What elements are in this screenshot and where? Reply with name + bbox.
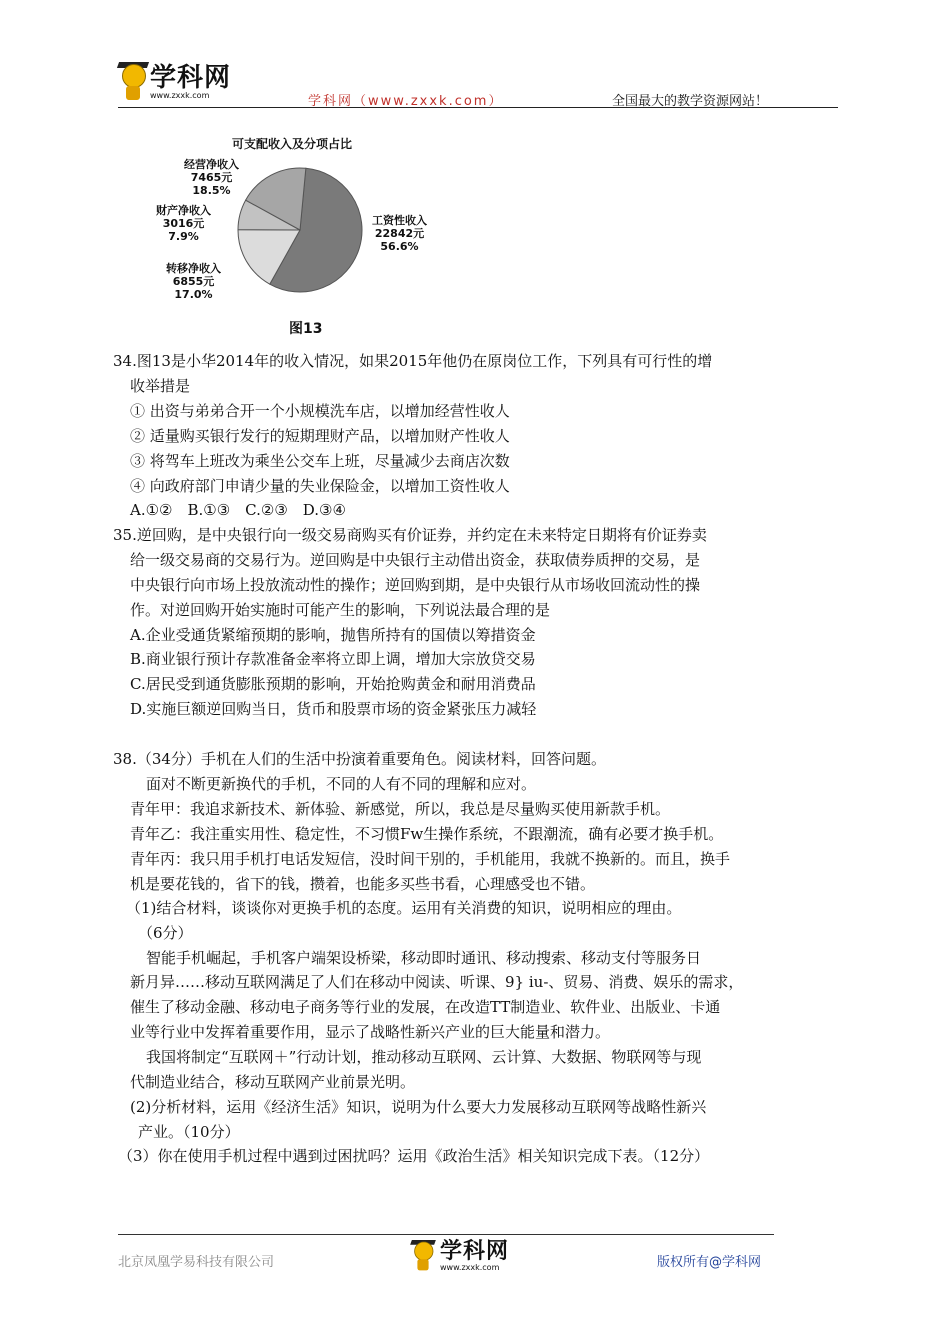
text-line: 机是要花钱的，省下的钱，攒着，也能多买些书看，心理感受也不错。 <box>130 875 596 893</box>
text-line: 38.（34分）手机在人们的生活中扮演着重要角色。阅读材料，回答问题。 <box>113 750 606 768</box>
text-line: 青年甲：我追求新技术、新体验、新感觉，所以，我总是尽量购买使用新款手机。 <box>130 800 671 818</box>
header-site-link[interactable]: 学科网（www.zxxk.com） <box>308 94 504 109</box>
text-line: 收举措是 <box>130 377 191 395</box>
footer-logo[interactable] <box>408 1236 509 1276</box>
text-line: 中央银行向市场上投放流动性的操作；逆回购到期，是中央银行从市场收回流动性的操 <box>130 576 701 594</box>
text-line: ① 出资与弟弟合开一个小规模洗车店，以增加经营性收人 <box>130 402 510 420</box>
text-line: D.实施巨额逆回购当日，货币和股票市场的资金紧张压力减轻 <box>130 700 537 718</box>
label-wage-income: 工资性收入 22842元 56.6% <box>372 214 427 253</box>
text-line: 智能手机崛起，手机客户端架设桥梁，移动即时通讯、移动搜索、移动支付等服务日 <box>146 949 702 967</box>
logo-title: 学科网 <box>150 62 232 93</box>
footer-logo-url: www.zxxk.com <box>440 1262 500 1272</box>
site-logo[interactable] <box>118 62 231 102</box>
text-line: 产业。（10分） <box>138 1123 240 1141</box>
text-line: 新月异……移动互联网满足了人们在移动中阅读、听课、9} iu-、贸易、消费、娱乐的需求， <box>130 973 744 991</box>
header-slogan: 全国最大的教学资源网站！ <box>612 94 769 109</box>
footer-company: 北京凤凰学易科技有限公司 <box>118 1255 275 1270</box>
text-line: (2)分析材料，运用《经济生活》知识，说明为什么要大力发展移动互联网等战略性新兴 <box>130 1098 707 1116</box>
text-line: （3）你在使用手机过程中遇到过困扰吗？运用《政治生活》相关知识完成下表。（12分） <box>118 1147 710 1165</box>
header-divider <box>118 107 838 108</box>
text-line: （6分） <box>138 924 193 942</box>
logo-url: www.zxxk.com <box>150 90 210 100</box>
text-line: C.居民受到通货膨胀预期的影响，开始抢购黄金和耐用消费品 <box>130 675 536 693</box>
text-line: 我国将制定“互联网＋”行动计划，推动移动互联网、云计算、大数据、物联网等与现 <box>146 1048 702 1066</box>
label-transfer-income: 转移净收入 6855元 17.0% <box>166 262 221 301</box>
text-line: ③ 将驾车上班改为乘坐公交车上班，尽量减少去商店次数 <box>130 452 510 470</box>
footer-logo-title: 学科网 <box>440 1238 510 1264</box>
chart-title: 可支配收入及分项占比 <box>232 137 353 151</box>
text-line: B.商业银行预计存款准备金率将立即上调，增加大宗放贷交易 <box>130 650 536 668</box>
text-line: 代制造业结合，移动互联网产业前景光明。 <box>130 1073 416 1091</box>
text-line: A.企业受通货紧缩预期的影响，抛售所持有的国债以筹措资金 <box>130 626 536 644</box>
text-line: 作。对逆回购开始实施时可能产生的影响，下列说法最合理的是 <box>130 601 551 619</box>
text-line: （1)结合材料，谈谈你对更换手机的态度。运用有关消费的知识，说明相应的理由。 <box>126 899 682 917</box>
text-line: 34.图13是小华2014年的收入情况，如果2015年他仍在原岗位工作，下列具有可行性的增 <box>113 352 713 370</box>
text-line: 业等行业中发挥着重要作用，显示了战略性新兴产业的巨大能量和潜力。 <box>130 1023 611 1041</box>
text-line: 35.逆回购，是中央银行向一级交易商购买有价证券，并约定在未来特定日期将有价证券卖 <box>113 526 707 544</box>
footer-divider <box>118 1234 774 1235</box>
mascot-icon <box>411 1240 435 1272</box>
text-line: 青年乙：我注重实用性、稳定性，不习惯Fw生操作系统，不跟潮流，确有必要才换手机。 <box>130 825 724 843</box>
text-line: ② 适量购买银行发行的短期理财产品，以增加财产性收人 <box>130 427 510 445</box>
text-line: A.①② B.①③ C.②③ D.③④ <box>130 501 346 519</box>
text-line: 催生了移动金融、移动电子商务等行业的发展，在改造TT制造业、软件业、出版业、卡通 <box>130 998 721 1016</box>
text-line: 青年丙：我只用手机打电话发短信，没时间干别的，手机能用，我就不换新的。而且，换手 <box>130 850 731 868</box>
label-business-income: 经营净收入 7465元 18.5% <box>184 158 239 197</box>
figure-caption: 图13 <box>289 321 323 337</box>
label-property-income: 财产净收入 3016元 7.9% <box>156 204 211 243</box>
text-line: 面对不断更新换代的手机，不同的人有不同的理解和应对。 <box>146 775 537 793</box>
footer-copyright-link[interactable]: 版权所有@学科网 <box>657 1255 762 1270</box>
text-line: 给一级交易商的交易行为。逆回购是中央银行主动借出资金，获取债券质押的交易，是 <box>130 551 701 569</box>
text-line: ④ 向政府部门申请少量的失业保险金，以增加工资性收人 <box>130 477 510 495</box>
mascot-icon <box>118 62 148 102</box>
